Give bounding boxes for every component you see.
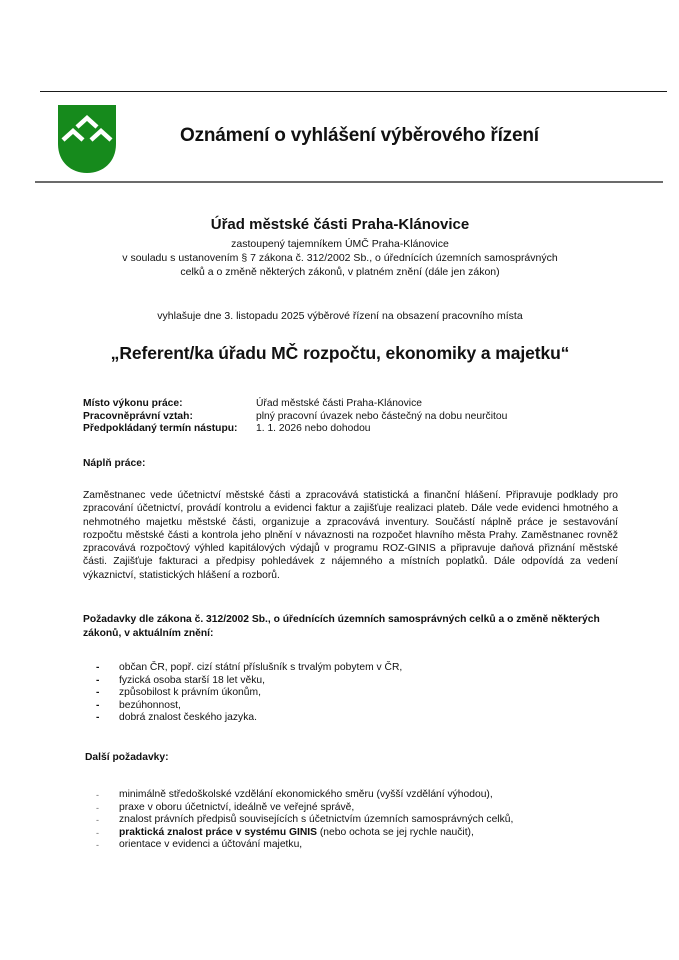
office-name: Úřad městské části Praha-Klánovice (210, 216, 470, 233)
list-item (83, 662, 402, 675)
announcement-text: vyhlašuje dne 3. listopadu 2025 výběrové řízení na obsazení pracovního místa (157, 310, 523, 322)
list-item (83, 675, 402, 688)
info-value: 1. 1. 2026 nebo dohodou (256, 423, 371, 434)
info-label: Předpokládaný termín nástupu: (83, 423, 238, 434)
bullet-dash: - (96, 802, 99, 813)
bullet-dash: - (96, 790, 99, 800)
list-item (83, 687, 402, 700)
bullet-dash: - (96, 687, 100, 699)
job-description-text: Zaměstnanec vede účetnictví městské části a zpracovává statistická a finanční hlášení. Připravuje podklady pro zpracování účetnictví, provádí kontrolu a evidenci faktur a zajišťuje realizaci plateb. Dále vede evidenci hmotného a nehmotného majetku městské části, organizuje a zpracovává inventury. Součástí náplně práce je sestavování rozpočtu městské části a kontrola jeho plnění v návaznosti na rozpočet hlavního města Prahy. Zaměstnanec rovněž zpracovává rozpočtový výhled kapitálových výdajů v programu ROZ-GINIS a připravuje daňová přiznání městské části. Zajišťuje fakturaci a předpisy pohledávek z nájemného a místních poplatků. Dále odpovídá za vedení výkaznictví, statistických hlášení a rozborů. (83, 490, 618, 581)
list-item (83, 789, 513, 802)
list-item-rest: orientace v evidenci a účtování majetku, (119, 839, 303, 851)
list-item (83, 802, 513, 815)
bullet-dash: - (96, 662, 100, 673)
list-item-rest: znalost právních předpisů souvisejících s účetnictvím územních samosprávných celků, (119, 814, 514, 826)
header-top-rule (40, 91, 667, 92)
bullet-dash: - (96, 674, 100, 686)
list-item-rest: (nebo ochota se jej rychle naučit), (317, 826, 474, 838)
office-legal-basis-line2: celků a o změně některých zákonů, v platném znění (dále jen zákon) (180, 266, 500, 278)
info-label: Místo výkonu práce: (83, 398, 183, 409)
document-title: Oznámení o vyhlášení výběrového řízení (180, 125, 539, 146)
list-item-text (119, 802, 354, 815)
list-item-text: občan ČR, popř. cizí státní příslušník s trvalým pobytem v ČR, (119, 662, 403, 673)
bullet-dash: - (96, 815, 99, 826)
bullet-dash: - (96, 699, 100, 711)
header-bottom-rule (35, 181, 663, 183)
other-requirements-list (83, 789, 513, 852)
info-row-employment (83, 411, 507, 424)
info-row-place (83, 398, 507, 411)
bullet-dash: - (96, 712, 100, 724)
list-item (83, 814, 513, 827)
list-item-rest: praxe v oboru účetnictví, ideálně ve veřejné správě, (119, 801, 355, 813)
list-item (83, 712, 402, 725)
bullet-dash: - (96, 827, 99, 838)
list-item (83, 839, 513, 852)
job-description-heading: Náplň práce: (83, 458, 146, 469)
info-label: Pracovněprávní vztah: (83, 410, 193, 422)
list-item (83, 827, 513, 840)
list-item-rest: minimálně středoškolské vzdělání ekonomického směru (vyšší vzdělání výhodou), (119, 789, 493, 800)
list-item (83, 700, 402, 713)
other-requirements-heading: Další požadavky: (85, 752, 169, 763)
list-item-text: fyzická osoba starší 18 let věku, (119, 674, 265, 686)
list-item-text: dobrá znalost českého jazyka. (119, 712, 257, 724)
position-title: „Referent/ka úřadu MČ rozpočtu, ekonomiky a majetku“ (110, 343, 570, 363)
info-value: plný pracovní úvazek nebo částečný na dobu neurčitou (256, 410, 508, 422)
position-info (83, 398, 507, 436)
info-row-start-date (83, 423, 507, 436)
list-item-text: bezúhonnost, (119, 699, 181, 711)
info-value: Úřad městské části Praha-Klánovice (256, 398, 422, 409)
list-item-text (119, 827, 474, 840)
list-item-text (119, 814, 513, 827)
list-item-bold: praktická znalost práce v systému GINIS (119, 826, 318, 838)
legal-requirements-heading: Požadavky dle zákona č. 312/2002 Sb., o úřednících územních samosprávných celků a o změně některých zákonů, v aktuálním znění: (83, 614, 600, 639)
legal-requirements-list (83, 662, 402, 725)
office-represented-by: zastoupený tajemníkem ÚMČ Praha-Klánovice (231, 238, 449, 250)
bullet-dash: - (96, 840, 99, 851)
list-item-text (119, 789, 493, 802)
office-legal-basis-line1: v souladu s ustanovením § 7 zákona č. 312/2002 Sb., o úřednících územních samosprávných (122, 252, 558, 264)
list-item-text (119, 839, 302, 852)
coat-of-arms-icon (57, 104, 117, 174)
list-item-text: způsobilost k právním úkonům, (119, 687, 261, 699)
